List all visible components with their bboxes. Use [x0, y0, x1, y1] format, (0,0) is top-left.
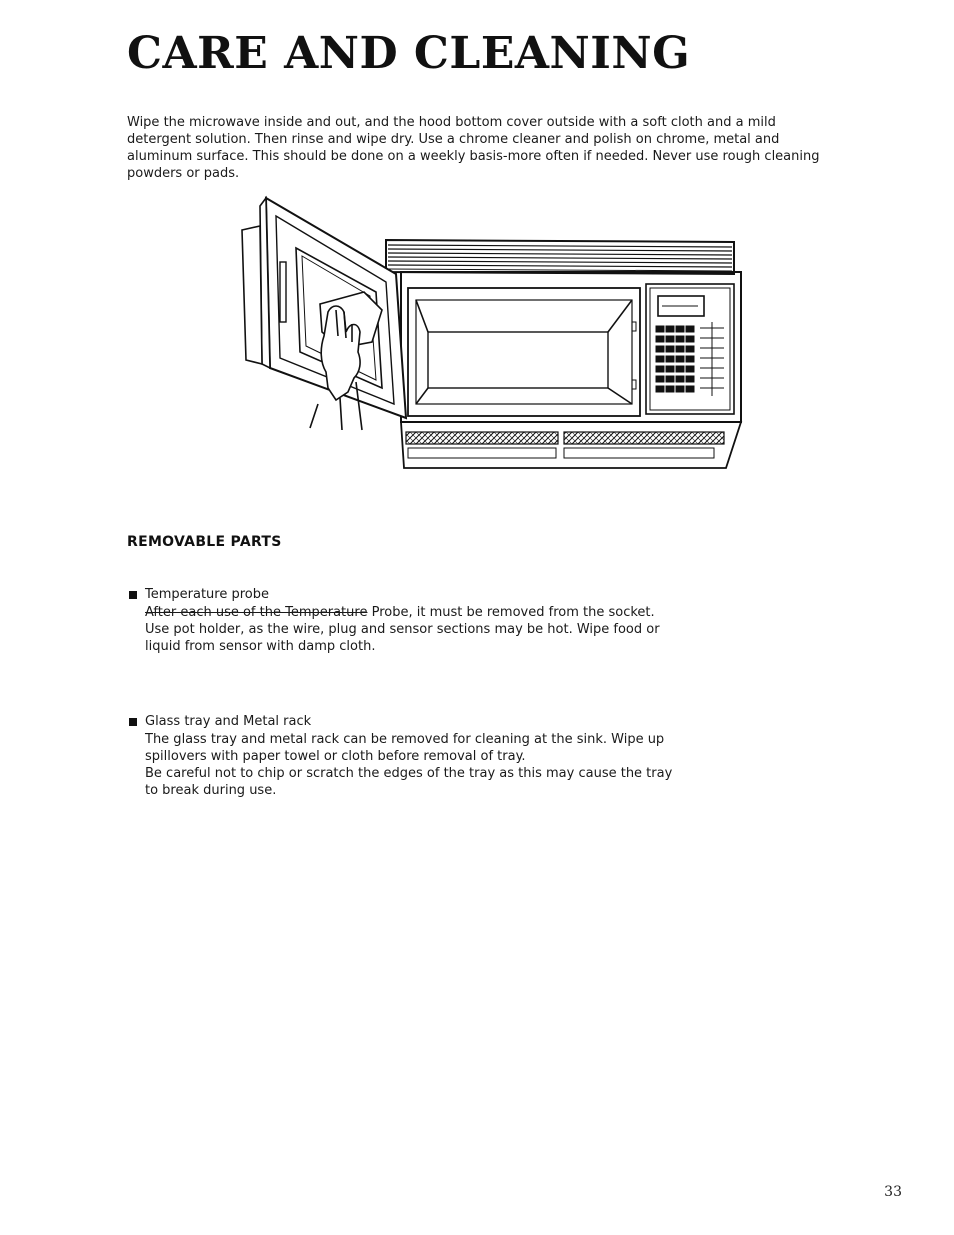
hood-top-panel — [386, 240, 734, 274]
hood-bottom-grille — [401, 422, 741, 468]
item-line: The glass tray and metal rack can be removed for cleaning at the sink. Wipe up spillovers with paper towel or cloth before removal of tray. — [145, 732, 665, 764]
item-title: Temperature probe — [145, 587, 269, 602]
item-title: Glass tray and Metal rack — [145, 714, 312, 729]
item-body — [145, 604, 689, 655]
square-bullet-icon — [129, 718, 137, 726]
struck-text: After each use of the Temperature — [145, 605, 368, 620]
item-line — [145, 604, 689, 621]
item-body — [145, 731, 689, 799]
item-line: Use pot holder, as the wire, plug and sensor sections may be hot. Wipe food or liquid from sensor with damp cloth. — [145, 622, 660, 654]
control-panel — [646, 284, 734, 414]
page-title: CARE AND CLEANING — [127, 28, 691, 79]
item-line-text: Probe, it must be removed from the socket. — [371, 605, 655, 620]
microwave-hood-with-open-door-and-hand-wiping-illustration — [236, 192, 746, 472]
section-heading-removable-parts: REMOVABLE PARTS — [127, 534, 282, 550]
page-number: 33 — [884, 1184, 902, 1200]
list-item-temperature-probe — [129, 586, 689, 655]
item-line: Be careful not to chip or scratch the edges of the tray as this may cause the tray to break during use. — [145, 766, 673, 798]
square-bullet-icon — [129, 591, 137, 599]
list-item-glass-tray-and-metal-rack — [129, 713, 689, 799]
intro-paragraph: Wipe the microwave inside and out, and the hood bottom cover outside with a soft cloth and a mild detergent solution. Then rinse and wipe dry. Use a chrome cleaner and polish on chrome, metal and aluminum surface. This should be done on a weekly basis-more often if needed. Never use rough cleaning powders or pads. — [127, 115, 820, 181]
